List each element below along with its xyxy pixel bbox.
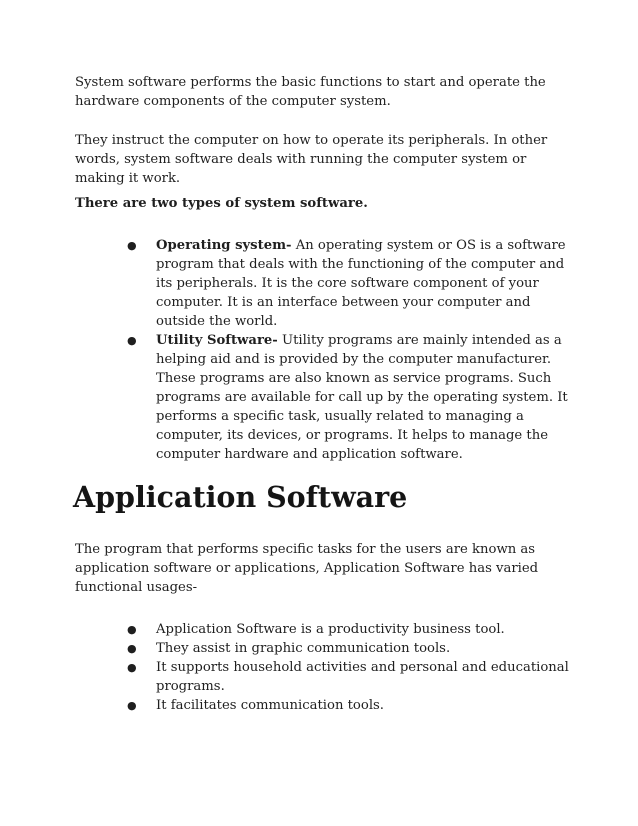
list-item bbox=[127, 620, 572, 639]
usage-text: It supports household activities and personal and educational programs. bbox=[156, 660, 569, 694]
bullet-icon: ● bbox=[127, 334, 137, 347]
types-heading: There are two types of system software. bbox=[75, 196, 368, 211]
system-software-list bbox=[127, 236, 572, 464]
list-item bbox=[127, 639, 572, 658]
bullet-icon: ● bbox=[127, 239, 137, 252]
usage-text: Application Software is a productivity business tool. bbox=[156, 622, 505, 637]
intro-paragraph: System software performs the basic functions to start and operate the hardware components of the computer system. bbox=[75, 75, 546, 109]
bullet-icon: ● bbox=[127, 699, 137, 712]
instruction-paragraph: They instruct the computer on how to operate its peripherals. In other words, system software deals with running the computer system or making it work. bbox=[75, 133, 548, 186]
application-description: The program that performs specific tasks for the users are known as application software or applications, Application Software has varied functional usages- bbox=[75, 542, 539, 595]
list-item bbox=[127, 696, 572, 715]
term-description: Utility programs are mainly intended as a helping aid and is provided by the computer manufacturer. These programs are also known as service programs. Such programs are available for call up by the operating system. It performs a specific task, usually related to managing a computer, its devices, or programs. It helps to manage the computer hardware and application software. bbox=[156, 333, 568, 462]
term-description: An operating system or OS is a software program that deals with the functioning of the computer and its peripherals. It is the core software component of your computer. It is an interface between your computer and outside the world. bbox=[156, 238, 566, 329]
application-usage-list bbox=[127, 620, 572, 715]
list-item-operating-system bbox=[127, 236, 572, 331]
term-label: Utility Software- bbox=[156, 333, 278, 348]
term-label: Operating system- bbox=[156, 238, 292, 253]
list-item bbox=[127, 658, 572, 696]
bullet-icon: ● bbox=[127, 623, 137, 636]
bullet-icon: ● bbox=[127, 642, 137, 655]
usage-text: It facilitates communication tools. bbox=[156, 698, 384, 713]
section-heading: Application Software bbox=[73, 480, 408, 514]
list-item-utility-software bbox=[127, 331, 572, 464]
usage-text: They assist in graphic communication tools. bbox=[156, 641, 451, 656]
bullet-icon: ● bbox=[127, 661, 137, 674]
